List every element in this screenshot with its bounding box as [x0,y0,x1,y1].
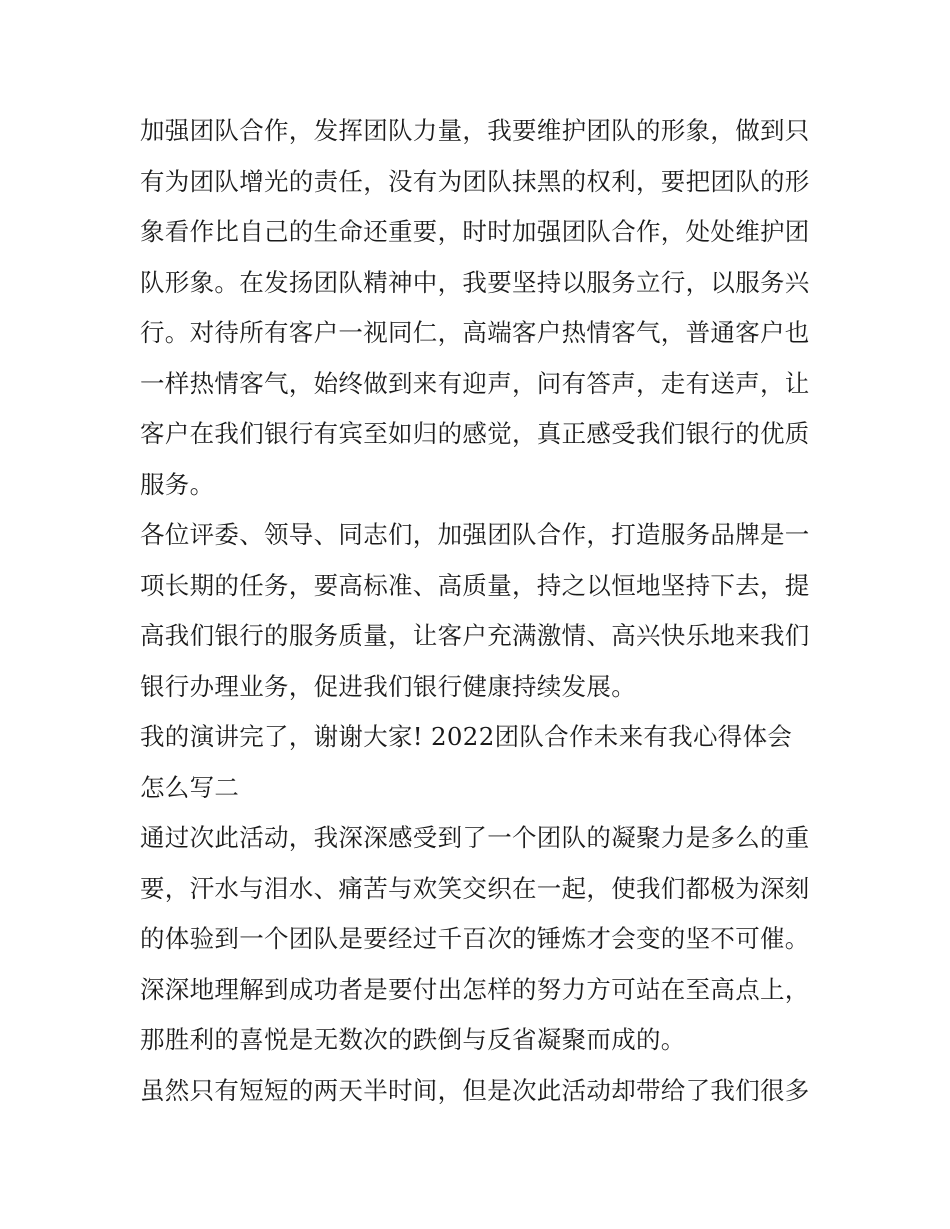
document-body [140,106,812,1116]
paragraph-team-image: 加强团队合作，发挥团队力量，我要维护团队的形象，做到只有为团队增光的责任，没有为团队抹黑的权利，要把团队的形象看作比自己的生命还重要，时时加强团队合作，处处维护团队形象。在发扬团队精神中，我要坚持以服务立行，以服务兴行。对待所有客户一视同仁，高端客户热情客气，普通客户也一样热情客气，始终做到来有迎声，问有答声，走有送声，让客户在我们银行有宾至如归的感觉，真正感受我们银行的优质服务。 [140,116,810,499]
paragraph-activity-reflection: 通过次此活动，我深深感受到了一个团队的凝聚力是多么的重要，汗水与泪水、痛苦与欢笑交织在一起，使我们都极为深刻的体验到一个团队是要经过千百次的锤炼才会变的坚不可催。深深地理解到成功者是要付出怎样的努力方可站在至高点上，那胜利的喜悦是无数次的跌倒与反省凝聚而成的。 [140,823,810,1054]
paragraph-speech-end-and-heading: 我的演讲完了，谢谢大家! 2022团队合作未来有我心得体会怎么写二 [140,722,793,802]
paragraph-service-brand: 各位评委、领导、同志们，加强团队合作，打造服务品牌是一项长期的任务，要高标准、高质量，持之以恒地坚持下去，提高我们银行的服务质量，让客户充满激情、高兴快乐地来我们银行办理业务，促进我们银行健康持续发展。 [140,520,810,701]
paragraph-two-and-half-days: 虽然只有短短的两天半时间，但是次此活动却带给了我们很多 [140,1075,810,1105]
